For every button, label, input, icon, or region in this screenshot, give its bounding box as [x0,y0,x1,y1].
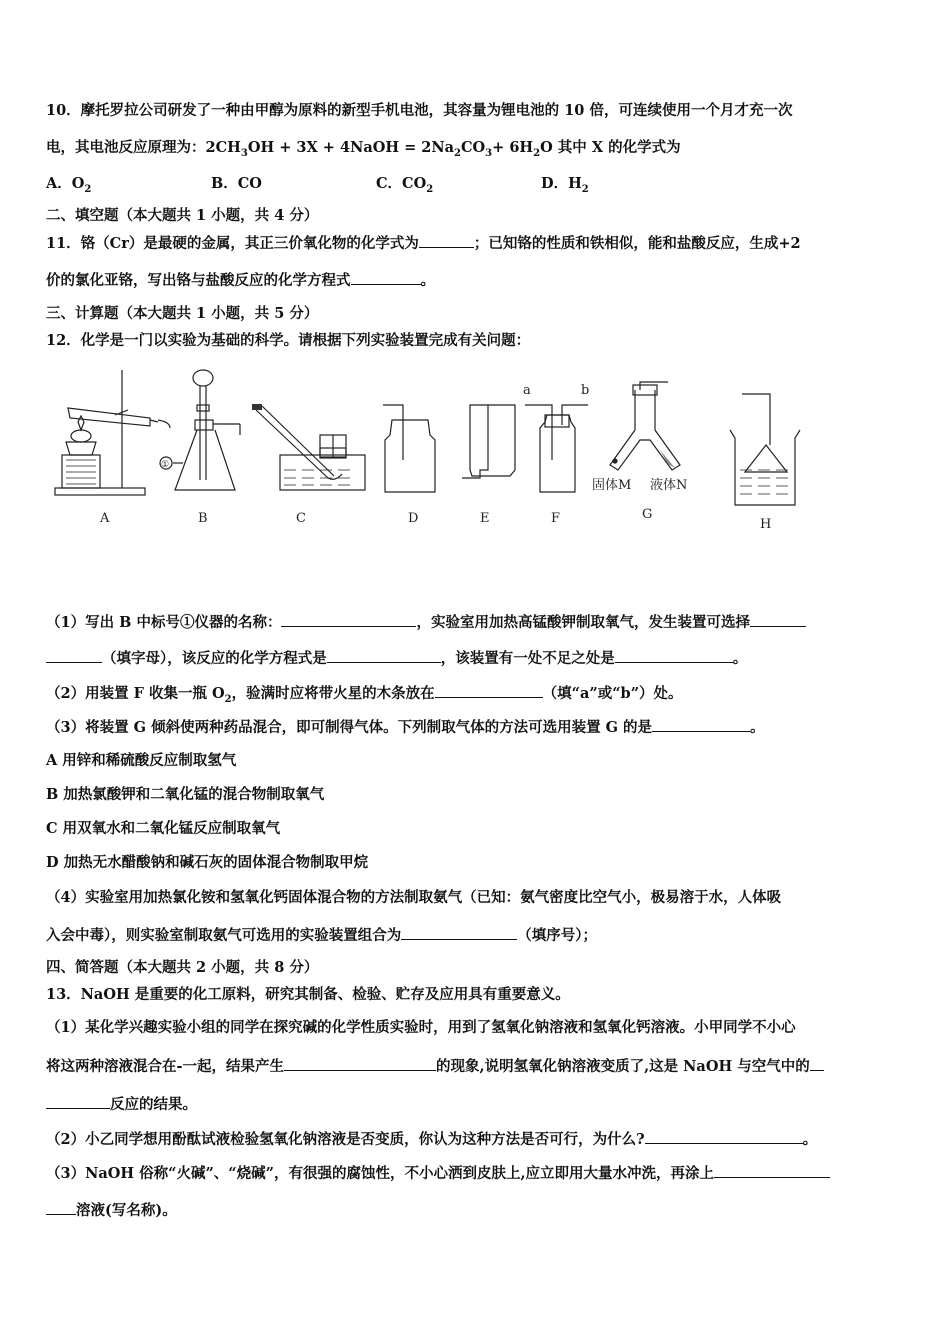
q12-part3: （3）将装置 G 倾斜使两种药品混合，即可制得气体。下列制取气体的方法可选用装置 G 的是 。 [46,719,765,736]
q12-option-a: A 用锌和稀硫酸反应制取氢气 [46,752,237,769]
apparatus-e [462,405,515,478]
apparatus-h [730,394,800,505]
q13-intro: 13．NaOH 是重要的化工原料，研究其制备、检验、贮存及应用具有重要意义。 [46,986,570,1003]
circle-1-marker: ① [161,460,170,470]
label-a: A [100,511,110,526]
answer-blank[interactable] [810,1056,824,1071]
apparatus-figure [40,360,820,540]
q11-line1: 11．铬（Cr）是最硬的金属，其正三价氧化物的化学式为 ；已知铬的性质和铁相似，能和盐酸反应，生成+2 [46,235,801,252]
section-4-heading: 四、简答题（本大题共 2 小题，共 8 分） [46,959,319,976]
q13-part3-line2: 溶液(写名称)。 [46,1200,177,1221]
apparatus-c [252,404,365,490]
q12-part2: （2）用装置 F 收集一瓶 $O_2$，验满时应将带火星的木条放在 （填“a”或“b”）处。 [46,685,683,705]
label-port-b: b [581,383,590,398]
answer-blank[interactable] [714,1163,830,1178]
answer-blank[interactable] [327,648,441,663]
answer-blank[interactable] [401,925,517,940]
label-c: C [296,511,306,526]
apparatus-f [525,405,588,492]
apparatus-g [610,382,680,470]
answer-blank[interactable] [750,612,806,627]
section-3-heading: 三、计算题（本大题共 1 小题，共 5 分） [46,305,319,322]
q12-option-d: D 加热无水醋酸钠和碱石灰的固体混合物制取甲烷 [46,854,369,871]
q12-part4-line1: （4）实验室用加热氯化铵和氢氧化钙固体混合物的方法制取氨气（已知：氨气密度比空气小，极易溶于水，人体吸 [46,889,782,906]
answer-blank[interactable] [284,1056,436,1071]
answer-blank[interactable] [46,1094,110,1109]
q10-option-a: A．$O_2$ [46,175,92,195]
label-port-a: a [523,383,531,398]
q12-option-b: B 加热氯酸钾和二氧化锰的混合物制取氧气 [46,786,325,803]
answer-blank[interactable] [351,270,421,285]
q13-part2: （2）小乙同学想用酚酞试液检验氢氧化钠溶液是否变质，你认为这种方法是否可行，为什么? 。 [46,1131,818,1148]
q12-option-c: C 用双氧水和二氧化锰反应制取氧气 [46,820,281,837]
q10-line1: 10．摩托罗拉公司研发了一种由甲醇为原料的新型手机电池，其容量为锂电池的 10 倍，可连续使用一个月才充一次 [46,102,793,119]
apparatus-b [160,370,240,490]
answer-blank[interactable] [281,612,416,627]
answer-blank[interactable] [46,648,102,663]
q10-option-b: B．CO [211,175,262,192]
label-solid-m: 固体M [592,478,632,493]
q10-option-c: C．$CO_2$ [376,175,434,195]
q12-part1-line1: （1）写出 B 中标号①仪器的名称： ，实验室用加热高锰酸钾制取氧气，发生装置可选择 [46,612,806,633]
q13-part3-line1: （3）NaOH 俗称“火碱”、“烧碱”，有很强的腐蚀性，不小心洒到皮肤上,应立即用大量水冲洗，再涂上 [46,1163,830,1184]
answer-blank[interactable] [435,683,543,698]
answer-blank[interactable] [615,648,733,663]
q13-part1-line2: 将这两种溶液混合在-一起，结果产生 的现象,说明氢氧化钠溶液变质了,这是 NaOH 与空气中的 [46,1056,824,1077]
apparatus-a [55,370,170,495]
label-d: D [408,511,419,526]
label-f: F [551,511,561,526]
q13-part1-line3: 反应的结果。 [46,1094,197,1115]
label-liquid-n: 液体N [650,478,688,493]
q12-part4-line2: 入会中毒），则实验室制取氨气可选用的实验装置组合为 （填序号）； [46,927,597,944]
label-g: G [642,507,653,522]
label-h: H [760,517,772,532]
label-b: B [198,511,208,526]
q12-intro: 12．化学是一门以实验为基础的科学。请根据下列实验装置完成有关问题： [46,332,531,349]
q10-options [46,174,589,194]
section-2-heading: 二、填空题（本大题共 1 小题，共 4 分） [46,207,319,224]
q10-line2: 电，其电池反应原理为：$2CH_3OH + 3X$ + 4NaOH = $2Na_2CO_3+ 6H_2O$ 其中 X 的化学式为 [46,139,681,159]
answer-blank[interactable] [46,1200,76,1215]
q12-part1-line2: （填字母），该反应的化学方程式是 ，该装置有一处不足之处是 。 [46,648,747,669]
apparatus-d [383,405,435,492]
q10-option-d: D．$H_2$ [541,175,589,195]
label-e: E [480,511,490,526]
answer-blank[interactable] [645,1129,803,1144]
answer-blank[interactable] [652,717,750,732]
answer-blank[interactable] [419,233,474,248]
q11-line2: 价的氯化亚铬，写出铬与盐酸反应的化学方程式 。 [46,272,435,289]
q13-part1-line1: （1）某化学兴趣实验小组的同学在探究碱的化学性质实验时，用到了氢氧化钠溶液和氢氧化钙溶液。小甲同学不小心 [46,1019,796,1036]
